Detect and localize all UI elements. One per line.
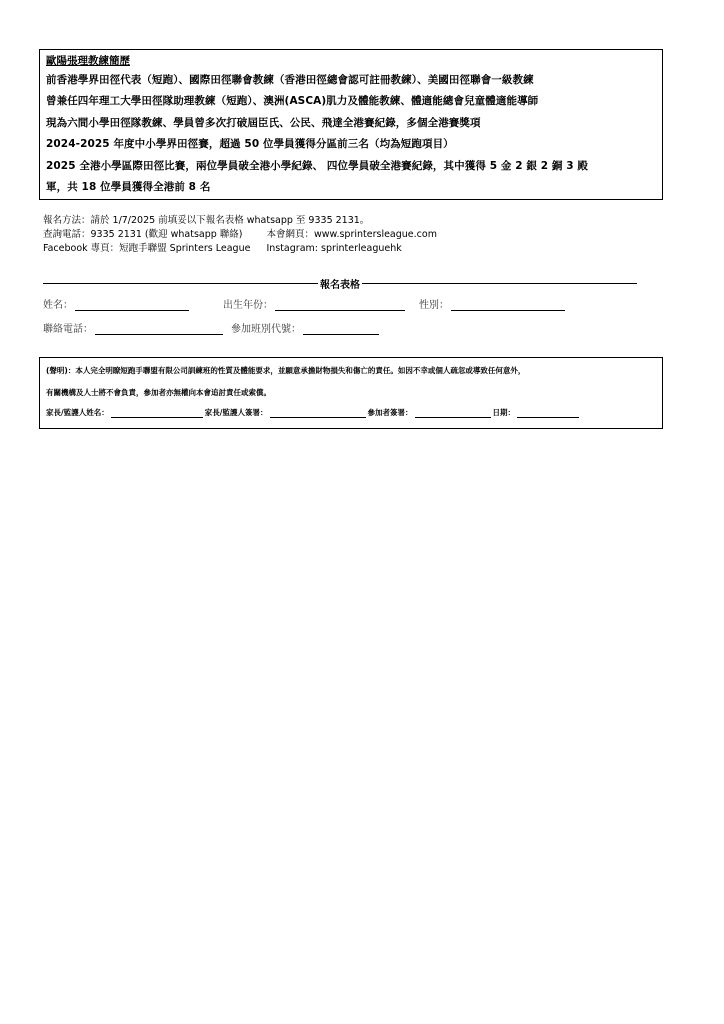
gender-label: 性別： bbox=[419, 300, 449, 311]
coach-bio-line: 軍，共 18 位學員獲得全港前 8 名 bbox=[46, 180, 211, 193]
registration-method: 報名方法：請於 1/7/2025 前填妥以下報名表格 whatsapp 至 9335 2131。 bbox=[43, 215, 370, 226]
contact-line-2 bbox=[43, 228, 437, 242]
participant-sign-label: 參加者簽署： bbox=[367, 408, 413, 417]
declaration-line: 有關機構及人士將不會負責，參加者亦無權向本會追討責任或索償。 bbox=[46, 388, 271, 397]
coach-bio-line: 曾兼任四年理工大學田徑隊助理教練（短跑）、澳洲(ASCA)肌力及體能教練、體適能總會兒童體適能導師 bbox=[46, 95, 539, 108]
guardian-name-label: 家長/監護人姓名： bbox=[46, 408, 109, 417]
declaration-box bbox=[39, 357, 663, 429]
website-link[interactable]: 本會網頁：www.sprintersleague.com bbox=[266, 229, 437, 240]
class-code-label: 參加班別代號： bbox=[231, 324, 301, 335]
form-header bbox=[43, 276, 637, 290]
date-field[interactable] bbox=[517, 409, 579, 418]
birth-year-field[interactable] bbox=[275, 300, 405, 311]
divider bbox=[43, 283, 318, 284]
name-label: 姓名： bbox=[43, 300, 73, 311]
phone-field[interactable] bbox=[95, 324, 223, 335]
declaration-line: (聲明)：本人完全明瞭短跑手聯盟有限公司訓練班的性質及體能要求，並願意承擔財物損失和傷亡的責任。如因不幸或個人疏忽或導致任何意外， bbox=[46, 366, 526, 375]
divider bbox=[362, 283, 637, 284]
guardian-name-field[interactable] bbox=[111, 409, 203, 418]
coach-bio-line: 2025 全港小學區際田徑比賽，兩位學員破全港小學紀錄、 四位學員破全港賽紀錄，其中獲得 5 金 2 銀 2 銅 3 殿 bbox=[46, 159, 588, 172]
birth-year-label: 出生年份： bbox=[223, 300, 273, 311]
guardian-sign-field[interactable] bbox=[270, 409, 366, 418]
form-row-2 bbox=[43, 320, 381, 335]
guardian-sign-label: 家長/監護人簽署： bbox=[204, 408, 268, 417]
participant-sign-field[interactable] bbox=[415, 409, 491, 418]
facebook-page[interactable]: Facebook 專頁：短跑手聯盟 Sprinters League bbox=[43, 243, 251, 254]
class-code-field[interactable] bbox=[303, 324, 379, 335]
gender-field[interactable] bbox=[451, 300, 565, 311]
form-title: 報名表格 bbox=[320, 279, 360, 291]
coach-bio-box bbox=[39, 49, 663, 200]
coach-bio-line: 2024-2025 年度中小學界田徑賽，超過 50 位學員獲得分區前三名（均為短跑項目） bbox=[46, 138, 454, 151]
signature-row bbox=[46, 407, 656, 418]
name-field[interactable] bbox=[75, 300, 189, 311]
coach-bio-line: 現為六間小學田徑隊教練、學員曾多次打破屆臣氏、公民、飛達全港賽紀錄，多個全港賽獎項 bbox=[46, 116, 481, 129]
date-label: 日期： bbox=[492, 408, 515, 417]
coach-bio-line: 前香港學界田徑代表（短跑）、國際田徑聯會教練（香港田徑總會認可註冊教練）、美國田徑聯會一級教練 bbox=[46, 74, 534, 86]
phone-label: 聯絡電話： bbox=[43, 324, 93, 335]
form-row-1 bbox=[43, 296, 567, 311]
instagram-handle[interactable]: Instagram: sprinterleaguehk bbox=[266, 243, 402, 254]
enquiry-phone: 查詢電話：9335 2131 (歡迎 whatsapp 聯絡) bbox=[43, 229, 243, 240]
contact-line-3 bbox=[43, 242, 437, 256]
contact-info bbox=[43, 214, 437, 256]
coach-bio-title: 歐陽張理教練簡歷 bbox=[46, 55, 130, 67]
